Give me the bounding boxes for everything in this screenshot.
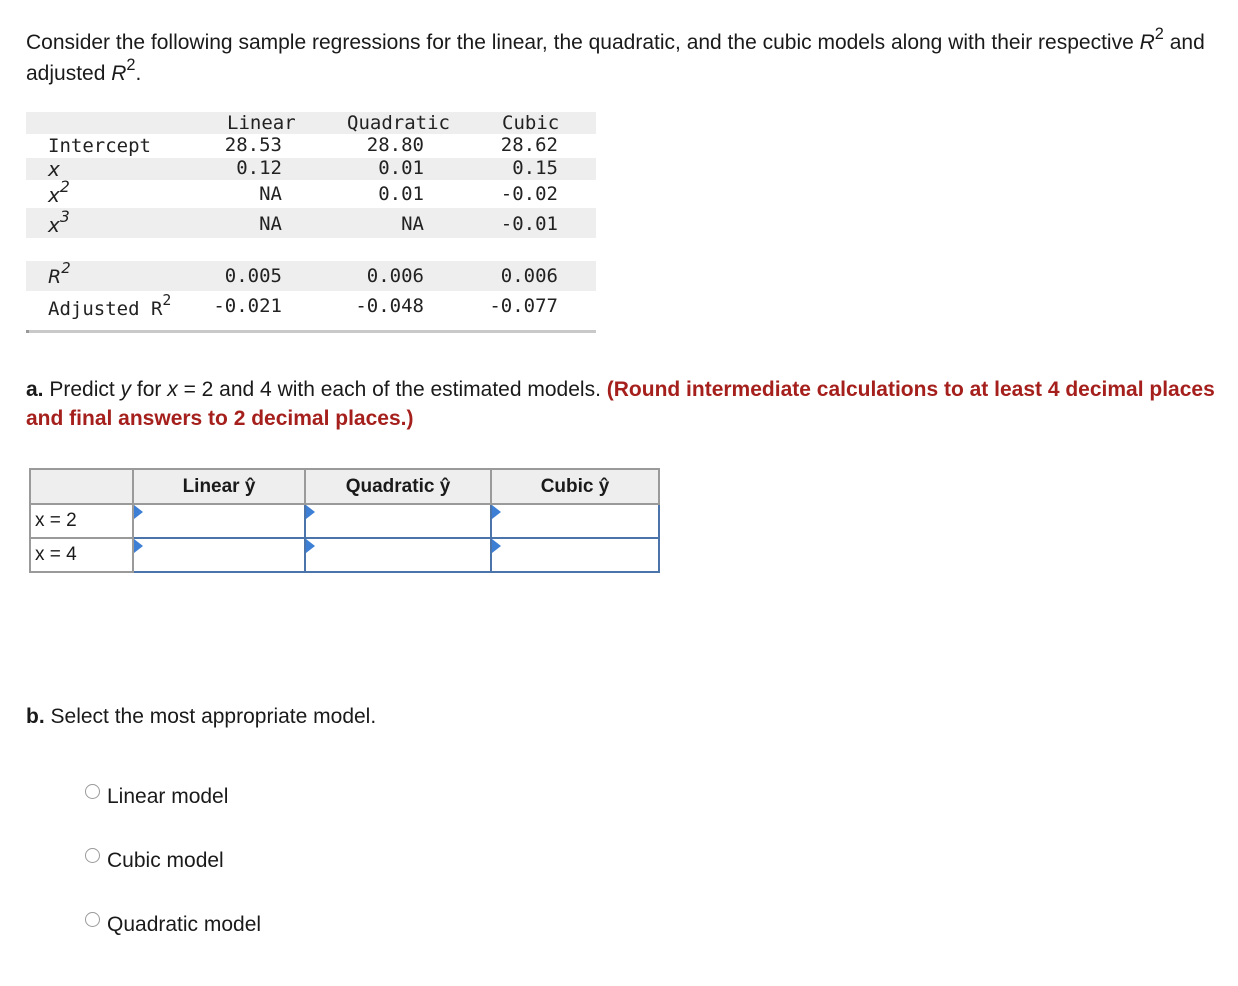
value-cell: -0.021 [213,295,282,317]
value-cell: NA [259,213,282,235]
input-marker-icon [306,505,315,519]
header-linear: Linear [227,112,296,134]
input-marker-icon [492,539,501,553]
value-cell: -0.048 [355,295,424,317]
answer-table [29,468,660,573]
value-cell: NA [401,213,424,235]
value-cell: -0.077 [489,295,558,317]
value-cell: 0.01 [378,157,424,179]
value-cell: 0.15 [512,157,558,179]
linear-x2-input[interactable] [134,505,304,537]
value-cell: 0.006 [500,265,558,287]
regression-table [26,112,596,342]
answer-cell [305,504,491,538]
corner-cell [30,469,133,504]
cubic-x2-input[interactable] [492,505,658,537]
value-cell: 0.005 [224,265,282,287]
value-cell: 0.006 [366,265,424,287]
header-linear-yhat: Linear ŷ [133,469,305,504]
rounding-hint: (Round intermediate calculations to at least 4 decimal places and final answers to 2 decimal places.) [26,378,1215,430]
part-b-prompt: b. Select the most appropriate model. [26,705,377,728]
answer-cell [133,538,305,572]
value-cell: 0.12 [236,157,282,179]
answer-cell [133,504,305,538]
header-cubic: Cubic [502,112,560,134]
option-linear-model[interactable] [85,785,228,809]
value-cell: 0.01 [378,183,424,205]
answer-cell [305,538,491,572]
value-cell: 28.80 [366,134,424,156]
header-quadratic: Quadratic [347,112,450,134]
row-label-intercept: Intercept [48,135,151,157]
row-label-x4: x = 4 [30,538,133,572]
cubic-x4-input[interactable] [492,539,658,571]
row-label-adjusted-r-squared: Adjusted $R^2$ [48,292,172,320]
option-label: Cubic model [107,849,224,872]
option-quadratic-model[interactable] [85,913,261,937]
quadratic-x2-input[interactable] [306,505,490,537]
input-marker-icon [306,539,315,553]
option-label: Linear model [107,785,229,808]
value-cell: NA [259,183,282,205]
part-a-prompt: a. Predict y for x = 2 and 4 with each of the estimated models. (Round intermediate calculations to at least 4 decimal places and final answers to 2 decimal places.) [26,378,1215,430]
answer-cell [491,504,659,538]
radio-button[interactable] [85,912,100,927]
input-marker-icon [134,505,143,519]
row-label-x-squared: $x^2$ [48,178,70,207]
row-label-x: x [48,157,60,181]
value-cell: 28.62 [500,134,558,156]
option-label: Quadratic model [107,913,262,936]
question-intro: Consider the following sample regressions for the linear, the quadratic, and the cubic models along with their respective $R^2$ and adjusted $R^2$. [26,24,1205,85]
table-bottom-rule [26,330,596,333]
row-band [26,158,596,180]
radio-button[interactable] [85,784,100,799]
row-label-r-squared: $R^2$ [48,260,71,288]
option-cubic-model[interactable] [85,849,224,873]
row-label-x-cubed: $x^3$ [48,208,70,237]
answer-cell [491,538,659,572]
row-label-x2: x = 2 [30,504,133,538]
value-cell: 28.53 [224,134,282,156]
linear-x4-input[interactable] [134,539,304,571]
value-cell: -0.02 [500,183,558,205]
input-marker-icon [134,539,143,553]
quadratic-x4-input[interactable] [306,539,490,571]
header-cubic-yhat: Cubic ŷ [491,469,659,504]
value-cell: -0.01 [500,213,558,235]
header-quadratic-yhat: Quadratic ŷ [305,469,491,504]
radio-button[interactable] [85,848,100,863]
input-marker-icon [492,505,501,519]
